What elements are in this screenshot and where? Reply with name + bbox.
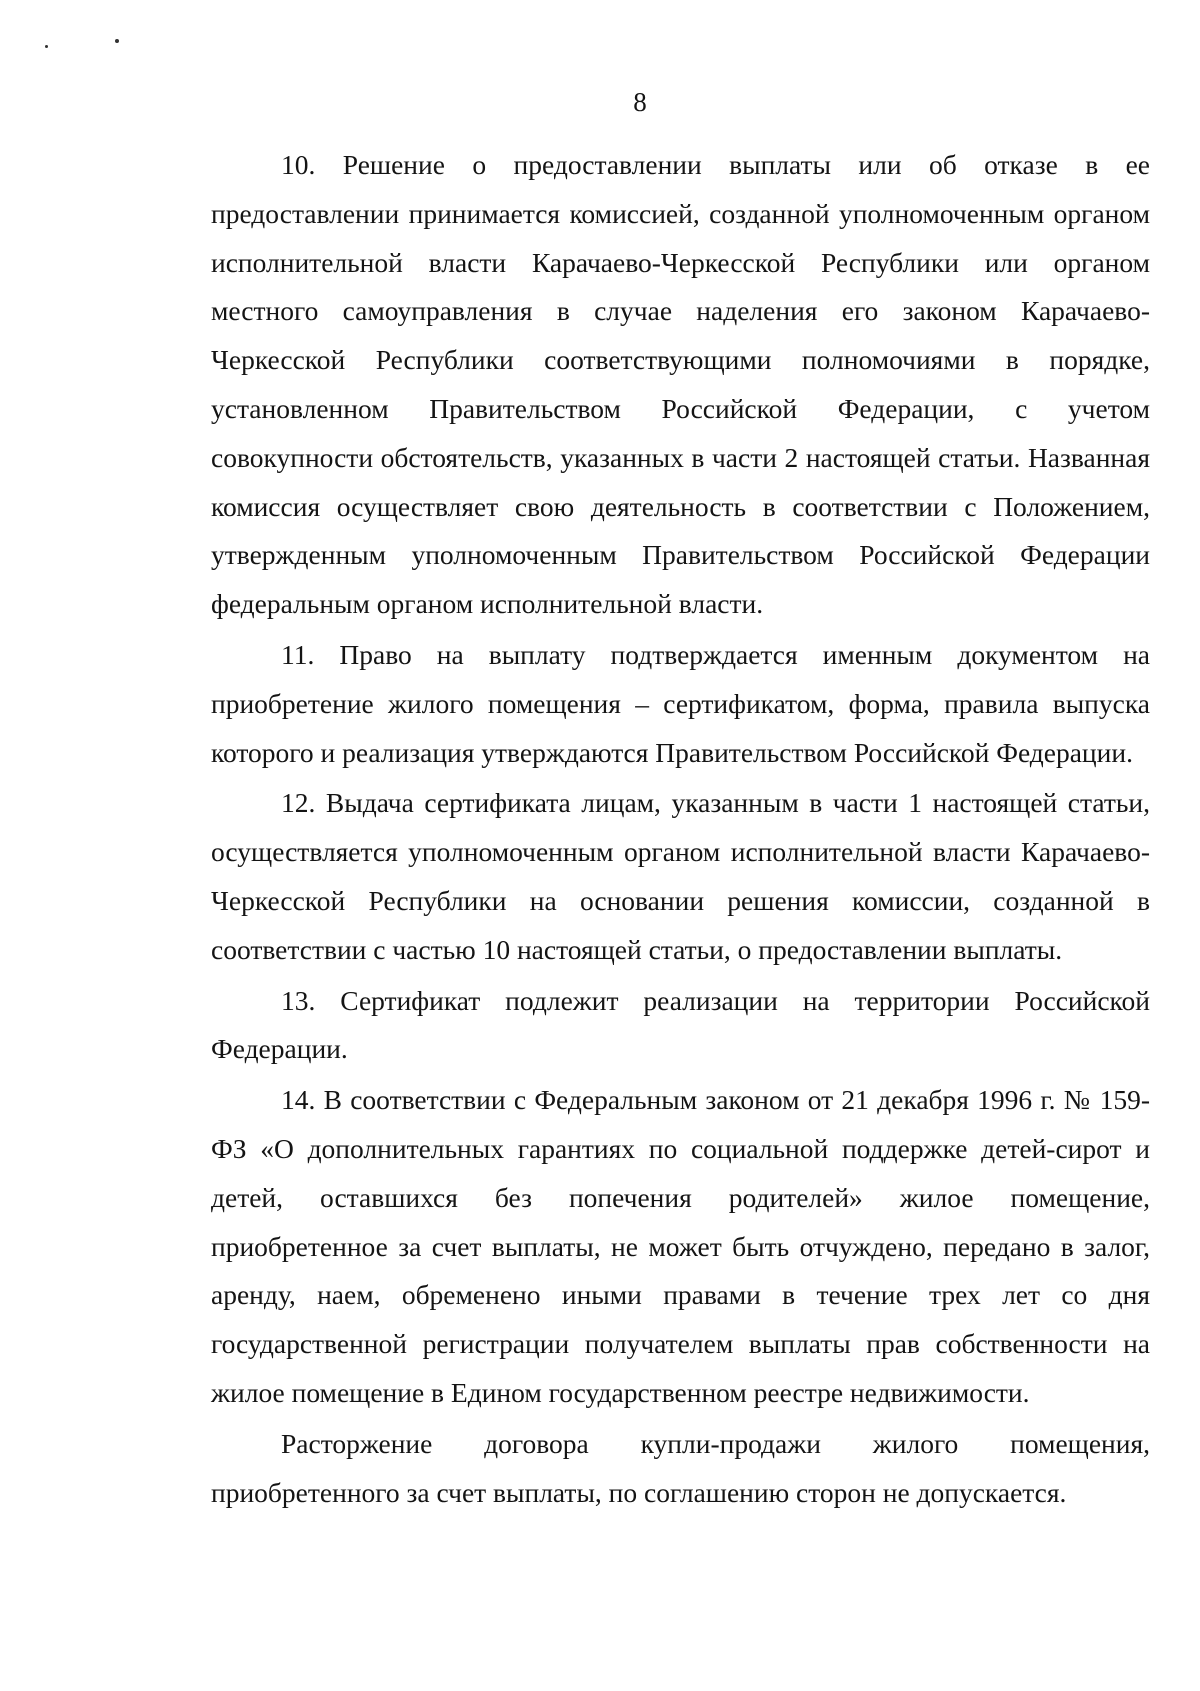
- paragraph-14: 14. В соответствии с Федеральным законом от 21 декабря 1996 г. № 159-ФЗ «О дополнительных гарантиях по социальной поддержке детей-сирот и детей, оставшихся без попечения родителей» жилое помещение, приобретенное за счет выплаты, не может быть отчуждено, передано в залог, аренду, наем, обременено иными правами в течение трех лет со дня государственной регистрации получателем выплаты прав собственности на жилое помещение в Едином государственном реестре недвижимости.: [211, 1084, 1150, 1408]
- scan-artifact-dot: [45, 45, 48, 48]
- paragraph-11: 11. Право на выплату подтверждается именным документом на приобретение жилого помещения – сертификатом, форма, правила выпуска которого и реализация утверждаются Правительством Российской Федерации.: [211, 638, 1150, 768]
- paragraph-10: 10. Решение о предоставлении выплаты или об отказе в ее предоставлении принимается комиссией, созданной уполномоченным органом исполнительной власти Карачаево-Черкесской Республики или органом местного самоуправления в случае наделения его законом Карачаево-Черкесской Республики соответствующими полномочиями в порядке, установленном Правительством Российской Федерации, с учетом совокупности обстоятельств, указанных в части 2 настоящей статьи. Названная комиссия осуществляет свою деятельность в соответствии с Положением, утвержденным уполномоченным Правительством Российской Федерации федеральным органом исполнительной власти.: [211, 149, 1150, 620]
- paragraph-14-continuation: Расторжение договора купли-продажи жилого помещения, приобретенного за счет выплаты, по соглашению сторон не допускается.: [211, 1427, 1150, 1508]
- paragraph-13: 13. Сертификат подлежит реализации на территории Российской Федерации.: [211, 984, 1150, 1065]
- scan-artifact-dot: [115, 39, 119, 43]
- paragraph-12: 12. Выдача сертификата лицам, указанным в части 1 настоящей статьи, осуществляется уполномоченным органом исполнительной власти Карачаево-Черкесской Республики на основании решения комиссии, созданной в соответствии с частью 10 настоящей статьи, о предоставлении выплаты.: [211, 787, 1150, 965]
- document-body: [211, 141, 1150, 1519]
- page-number: 8: [633, 87, 647, 117]
